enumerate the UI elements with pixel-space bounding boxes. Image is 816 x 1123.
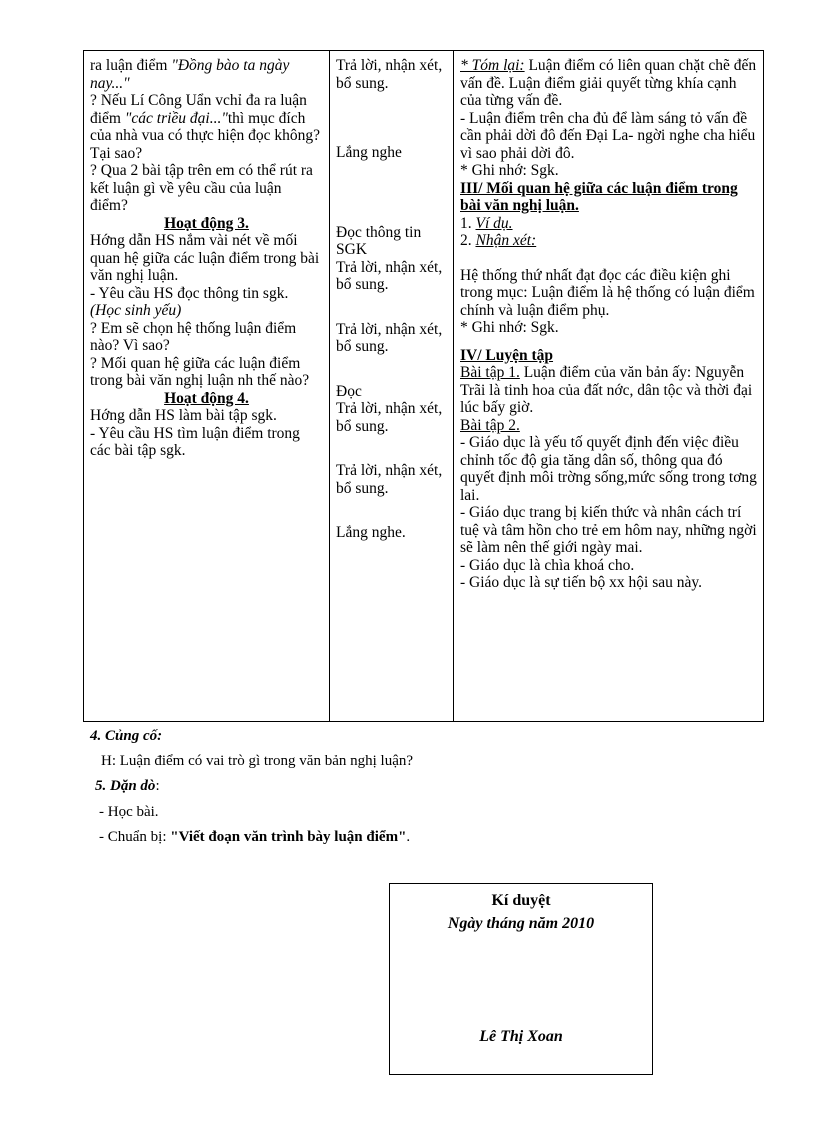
lesson-table [83,50,764,722]
example-item: 1. Ví dụ. [460,214,513,232]
point-explanation: - Luận điểm trên cha đủ để làm sáng tỏ vấn đề cần phải dời đô đến Đại La- ngời nghe cha hiểu vì sao phải dời đô. [460,109,756,162]
approval-date: Ngày tháng năm 2010 [447,915,595,932]
question-choose-system: ? Em sẽ chọn hệ thống luận điểm nào? Vì sao? [90,319,297,354]
activity-3-request: - Yêu cầu HS đọc thông tin sgk. (Học sinh yếu) [90,284,289,319]
activity-3-guide: Hớng dẫn HS nắm vài nét về mối quan hệ giữa các luận điểm trong bài văn nghị luận. [90,232,320,284]
paragraph-point-1: ra luận điểm "Đồng bào ta ngày nay..." [90,57,290,92]
exercise-1: Bài tập 1. Luận điểm của văn bản ấy: Nguyễn Trãi là tinh hoa của đất nớc, dân tộc và thời đại lúc bấy giờ. [460,364,753,416]
teacher-activity-column [84,51,330,722]
approval-signer: Lê Thị Xoan [479,1028,563,1045]
student-response-3: Đọc thông tin SGK [336,223,422,258]
exercise-2-point-3: - Giáo dục là chìa khoá cho. [460,556,635,574]
content-column [454,51,764,722]
homework-item-2: - Chuẩn bị: "Viết đoạn văn trình bày luận điểm". [99,829,411,845]
student-activity-column [330,51,454,722]
question-conclusion: ? Qua 2 bài tập trên em có thể rút ra kết luận gì về yêu cầu của luận điểm? [90,162,313,214]
section-3-heading: III/ Mối quan hệ giữa các luận điểm trong bài văn nghị luận. [460,179,738,214]
exercise-2-label: Bài tập 2. [460,416,520,434]
student-response-9: Lắng nghe. [336,524,406,541]
summary-paragraph: * Tóm lại: Luận điểm có liên quan chặt chẽ đến vấn đề. Luận điểm giải quyết từng khía cạnh của từng vấn đề. [460,57,757,109]
student-response-2: Lắng nghe [336,144,402,161]
consolidation-question: H: Luận điểm có vai trò gì trong văn bản nghị luận? [101,753,414,769]
activity-4-request: - Yêu cầu HS tìm luận điểm trong các bài tập sgk. [90,424,300,459]
question-ly-cong-uan: ? Nếu Lí Công Uẩn vchỉ đa ra luận điểm "các triều đại..."thì mục đích của nhà vua có thực hiện đọc không? Tại sao? [90,92,321,162]
consolidation-title: 4. Củng cố: [90,728,163,744]
system-explanation: Hệ thống thứ nhất đạt đọc các điều kiện ghi trong mục: Luận điểm là hệ thống có luận điểm chính và luận điểm phụ. [460,266,755,319]
homework-title: 5. Dặn dò: [95,778,160,794]
exercise-2-point-4: - Giáo dục là sự tiến bộ xx hội sau này. [460,574,702,591]
student-response-7: Trả lời, nhận xét, bổ sung. [336,400,443,435]
remember-note-2: * Ghi nhớ: Sgk. [460,319,559,336]
student-response-5: Trả lời, nhận xét, bổ sung. [336,320,443,355]
exercise-2-point-1: - Giáo dục là yếu tố quyết định đến việc điều chỉnh tốc độ gia tăng dân số, thông qua đó quyết định môi trờng sống,mức sống trong tơng lai. [460,434,757,504]
homework-item-1: - Học bài. [99,804,159,820]
activity-4-heading: Hoạt động 4. [164,389,249,407]
remember-note-1: * Ghi nhớ: Sgk. [460,162,559,179]
question-relationship: ? Mối quan hệ giữa các luận điểm trong bài văn nghị luận nh thế nào? [90,354,310,389]
student-response-8: Trả lời, nhận xét, bổ sung. [336,462,443,497]
student-response-4: Trả lời, nhận xét, bổ sung. [336,258,443,293]
comment-item: 2. Nhận xét: [460,232,537,249]
activity-3-heading: Hoạt động 3. [164,214,249,232]
approval-title: Kí duyệt [491,892,551,909]
section-4-heading: IV/ Luyện tập [460,346,554,364]
activity-4-guide: Hớng dẫn HS làm bài tập sgk. [90,407,277,424]
student-response-6: Đọc [336,382,362,400]
exercise-2-point-2: - Giáo dục trang bị kiến thức và nhân cách trí tuệ và tâm hồn cho trẻ em hôm nay, những ngời sẽ làm nên thế giới ngày mai. [460,504,757,556]
approval-box [389,883,653,1075]
student-response-1: Trả lời, nhận xét, bổ sung. [336,57,443,92]
